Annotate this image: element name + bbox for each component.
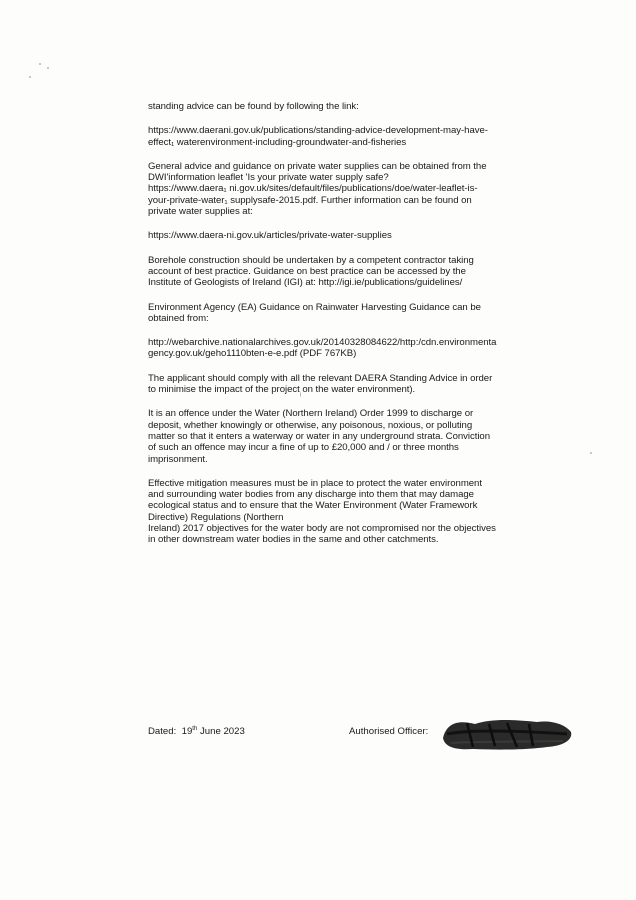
document-body — [148, 101, 540, 559]
paragraph — [148, 125, 540, 148]
paragraph-line: to minimise the impact of the project on the water environment). — [148, 384, 416, 396]
paragraph — [148, 478, 540, 546]
paragraph-line: Borehole construction should be undertaken by a competent contractor taking — [148, 254, 474, 266]
paragraph-line: of such an offence may incur a fine of up to £20,000 and / or three months — [148, 442, 459, 454]
paragraph-line: http://webarchive.nationalarchives.gov.uk/20140328084622/http:/cdn.environmenta — [148, 337, 497, 349]
paragraph — [148, 230, 540, 241]
paragraph-line: ecological status and to ensure that the Water Environment (Water Framework — [148, 500, 478, 512]
paragraph-line: Directive) Regulations (Northern — [148, 511, 284, 523]
redacted-signature — [437, 714, 577, 754]
paragraph-line: account of best practice. Guidance on best practice can be accessed by the — [148, 265, 466, 277]
paragraph — [148, 337, 540, 360]
paragraph — [148, 255, 540, 289]
paragraph-line: The applicant should comply with all the relevant DAERA Standing Advice in order — [148, 372, 493, 384]
paragraph-line: General advice and guidance on private water supplies can be obtained from the — [148, 160, 487, 172]
dated-rest: June 2023 — [199, 726, 245, 737]
paragraph-line: matter so that it enters a waterway or water in any underground strata. Conviction — [148, 430, 490, 442]
paragraph-line: Institute of Geologists of Ireland (IGI) at: http://igi.ie/publications/guidelines/ — [148, 277, 463, 289]
dated-suffix: th — [192, 726, 198, 732]
paragraph-line: private water supplies at: — [148, 206, 253, 218]
paragraph-line: in other downstream water bodies in the same and other catchments. — [148, 534, 439, 546]
paragraph-line: standing advice can be found by following the link: — [148, 101, 359, 112]
paragraph-line: It is an offence under the Water (Northern Ireland) Order 1999 to discharge or — [148, 408, 474, 420]
dated-label: Dated: — [148, 726, 177, 737]
paragraph-line: Ireland) 2017 objectives for the water body are not compromised nor the objectives — [148, 523, 496, 535]
authorised-officer-label: Authorised Officer: — [349, 726, 429, 737]
paragraph-line: your-private-water₁ supplysafe-2015.pdf. Further information can be found on — [148, 194, 472, 206]
paragraph-line: deposit, whether knowingly or otherwise, any poisonous, noxious, or polluting — [148, 419, 473, 431]
paragraph-line: Environment Agency (EA) Guidance on Rainwater Harvesting Guidance can be — [148, 301, 481, 313]
paragraph-line: imprisonment. — [148, 453, 208, 465]
paragraph-line: and surrounding water bodies from any discharge into them that may damage — [148, 489, 474, 501]
paragraph-line: https://www.daerani.gov.uk/publications/standing-advice-development-may-have- — [148, 125, 488, 137]
dated-day: 19 — [181, 726, 193, 737]
paragraph-line: effect₁ waterenvironment-including-groundwater-and-fisheries — [148, 136, 407, 148]
paragraph-line: https://www.daera-ni.gov.uk/articles/private-water-supplies — [148, 230, 392, 242]
dated-line — [148, 726, 245, 737]
paragraph-line: obtained from: — [148, 312, 209, 324]
paragraph — [148, 408, 540, 464]
paragraph — [148, 101, 540, 112]
paragraph — [148, 302, 540, 325]
document-footer — [0, 714, 636, 754]
paragraph — [148, 161, 540, 217]
paragraph-line: gency.gov.uk/geho1110bten-e-e.pdf (PDF 767KB) — [148, 348, 357, 360]
paragraph — [148, 373, 540, 396]
paragraph-line: DWI'information leaflet 'Is your private water supply safe? — [148, 172, 389, 184]
paragraph-line: https://www.daera₁ ni.gov.uk/sites/default/files/publications/doe/water-leaflet-is- — [148, 183, 478, 195]
paragraph-line: Effective mitigation measures must be in place to protect the water environment — [148, 477, 482, 489]
